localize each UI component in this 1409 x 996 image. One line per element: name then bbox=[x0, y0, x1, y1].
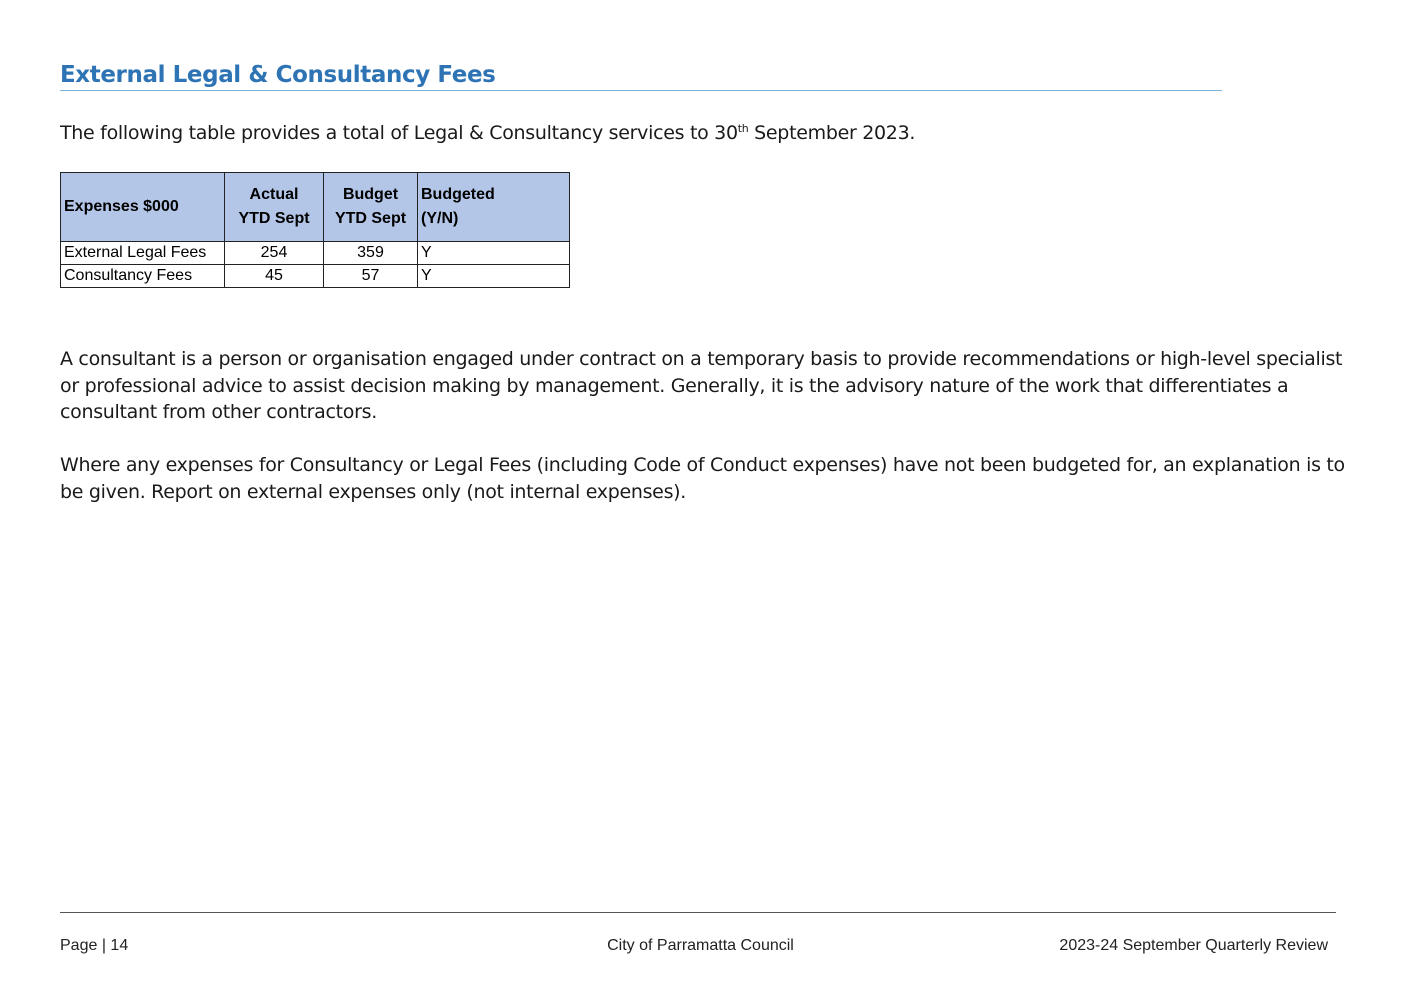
footer-page-number: Page | 14 bbox=[60, 937, 129, 954]
row-actual: 254 bbox=[225, 242, 324, 265]
section-heading bbox=[60, 60, 1222, 91]
intro-paragraph bbox=[60, 120, 915, 146]
header-budgeted: Budgeted (Y/N) bbox=[418, 173, 570, 242]
row-label: External Legal Fees bbox=[61, 242, 225, 265]
row-label: Consultancy Fees bbox=[61, 265, 225, 288]
table-row bbox=[61, 242, 570, 265]
intro-text: The following table provides a total of Legal & Consultancy services to 30 bbox=[60, 122, 738, 144]
row-budgeted: Y bbox=[418, 265, 570, 288]
table-header-row bbox=[61, 173, 570, 242]
row-budget: 359 bbox=[324, 242, 418, 265]
intro-text-end: September 2023. bbox=[748, 122, 916, 144]
row-budget: 57 bbox=[324, 265, 418, 288]
consultant-definition-paragraph: A consultant is a person or organisation engaged under contract on a temporary basis to provide recommendations or high-level specialist or professional advice to assist decision making by management. Generally, it is the advisory nature of the work that differentiates a consultant from other contractors. bbox=[60, 348, 1343, 423]
header-actual-ytd: Actual YTD Sept bbox=[225, 173, 324, 242]
footer-organisation: City of Parramatta Council bbox=[607, 937, 794, 954]
section-title: External Legal & Consultancy Fees bbox=[60, 62, 496, 88]
row-budgeted: Y bbox=[418, 242, 570, 265]
footer-report-title: 2023-24 September Quarterly Review bbox=[1059, 937, 1328, 954]
explanation-requirement-paragraph: Where any expenses for Consultancy or Legal Fees (including Code of Conduct expenses) have not been budgeted for, an explanation is to be given. Report on external expenses only (not internal expenses). bbox=[60, 454, 1345, 503]
header-expenses: Expenses $000 bbox=[61, 173, 225, 242]
intro-ordinal-suffix: th bbox=[737, 122, 749, 135]
row-actual: 45 bbox=[225, 265, 324, 288]
header-budget-ytd: Budget YTD Sept bbox=[324, 173, 418, 242]
table-row bbox=[61, 265, 570, 288]
footer-divider bbox=[60, 912, 1336, 913]
fees-table bbox=[60, 172, 570, 288]
